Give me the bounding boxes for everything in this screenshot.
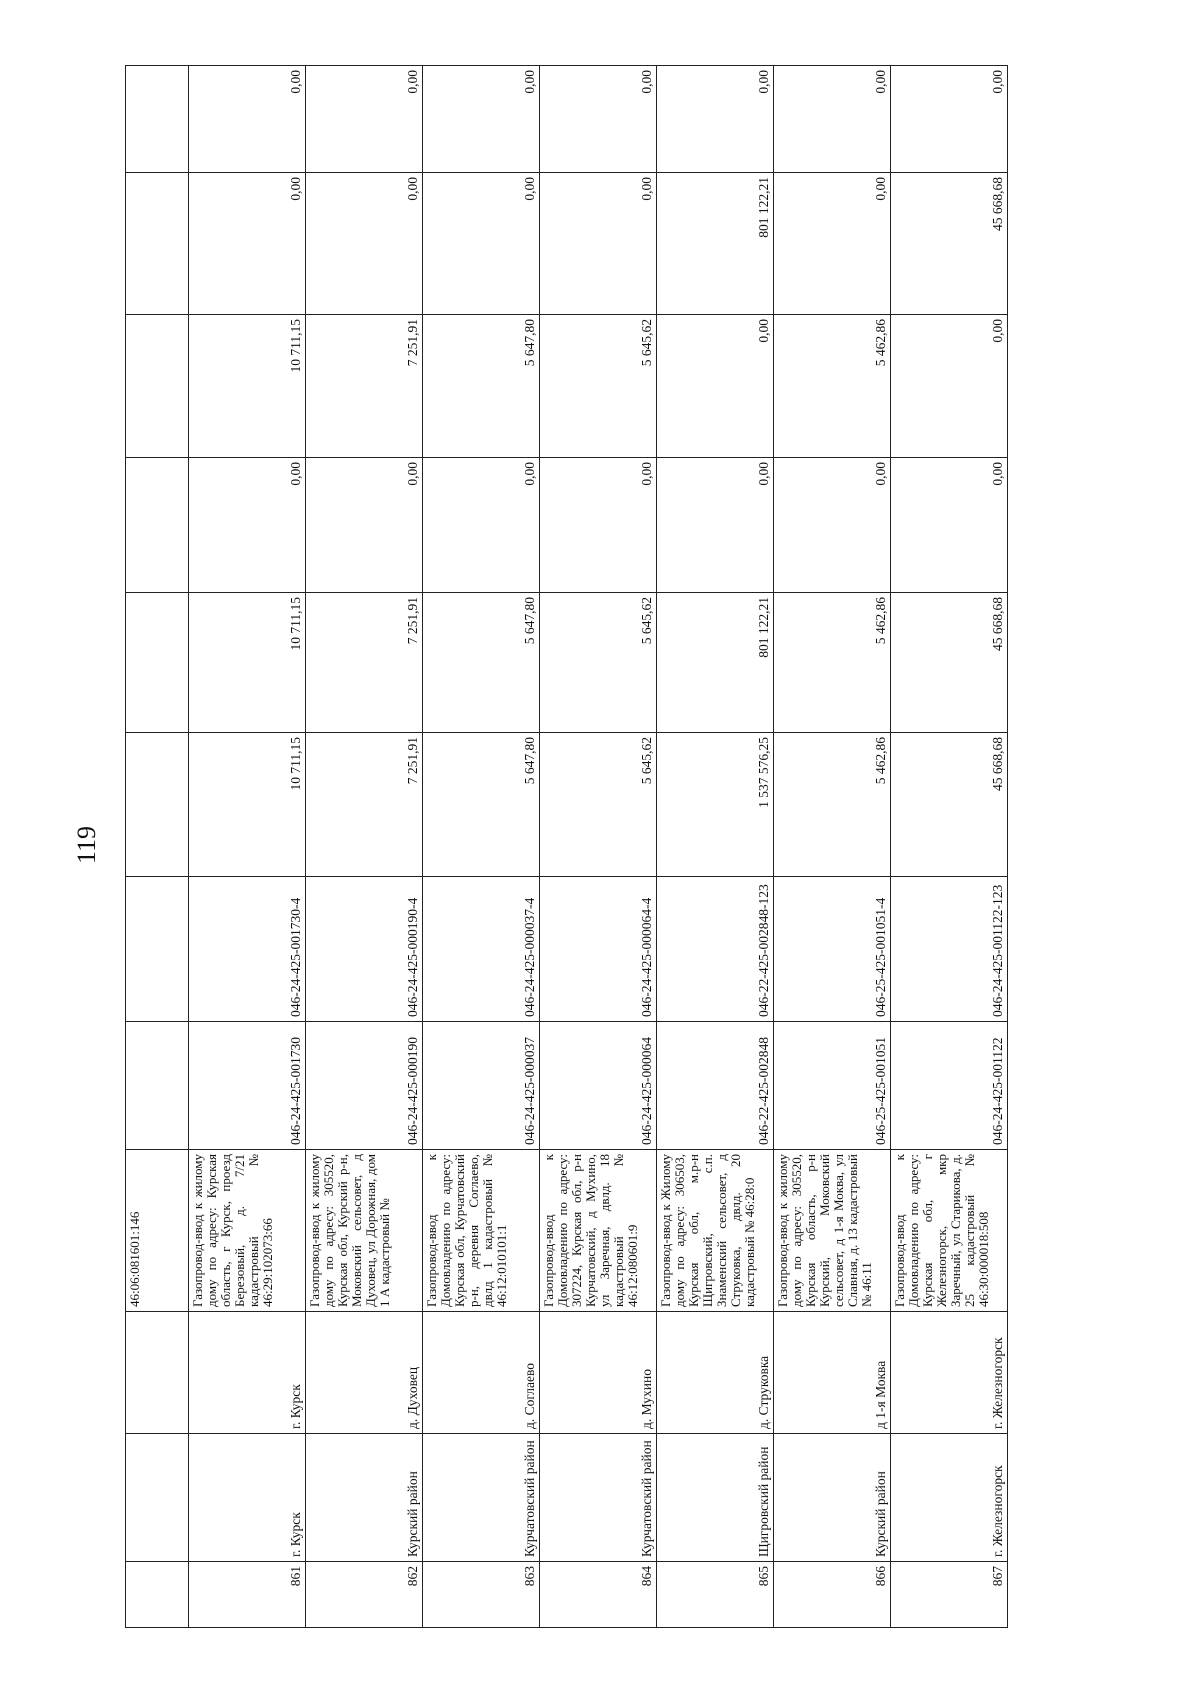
object-description: Газопровод-ввод к Домовладению по адресу: Курская обл, г Железногорск, мкр Заречный, ул Старикова, д. 25 кадастровый № 46:30:000018:508 [891,1150,1008,1312]
value-4: 10 711,15 [189,315,306,458]
value-1: 10 711,15 [189,733,306,877]
table-row [423,66,540,1628]
assets-table [125,65,1008,1628]
value-3: 0,00 [891,458,1008,593]
value-6: 0,00 [891,66,1008,173]
row-number: 862 [306,1562,423,1628]
value-2: 5 647,80 [423,593,540,733]
value-2: 5 645,62 [540,593,657,733]
object-description: Газопровод-ввод к жилому дому по адресу: 305520, Курская область, р-н Курский, Моковский сельсовет, д 1-я Моква, ул Славная, д. 13 кадастровый № 46:11 [774,1150,891,1312]
value-1: 1 537 576,25 [657,733,774,877]
value-5: 0,00 [189,173,306,315]
value-4: 0,00 [891,315,1008,458]
value-5: 0,00 [306,173,423,315]
inventory-code: 046-24-425-001122 [891,1022,1008,1150]
value-3: 0,00 [540,458,657,593]
value-5: 45 668,68 [891,173,1008,315]
district: Курчатовский район [423,1434,540,1562]
value-2: 7 251,91 [306,593,423,733]
object-description: Газопровод-ввод к Домовладению по адресу: 307224, Курская обл, р-н Курчатовский, д Мухино, ул Заречная, двлд. 18 кадастровый № 46:12:080601:9 [540,1150,657,1312]
object-code: 046-24-425-001122-123 [891,877,1008,1022]
object-code: 046-24-425-000190-4 [306,877,423,1022]
value-2: 10 711,15 [189,593,306,733]
value-6: 0,00 [657,66,774,173]
object-description: Газопровод-ввод к жилому дому по адресу: 305520, Курская обл, Курский р-н, Моковский сельсовет, д Духовец, ул Дорожная, дом 1 А кадастровый № [306,1150,423,1312]
inventory-code: 046-25-425-001051 [774,1022,891,1150]
value-3: 0,00 [774,458,891,593]
value-4: 0,00 [657,315,774,458]
value-1: 5 645,62 [540,733,657,877]
row-number: 863 [423,1562,540,1628]
value-1: 5 647,80 [423,733,540,877]
object-code: 046-24-425-001730-4 [189,877,306,1022]
row-number: 865 [657,1562,774,1628]
locality: д 1-я Моква [774,1312,891,1434]
district: г. Железногорск [891,1434,1008,1562]
row-number: 861 [189,1562,306,1628]
district: Курский район [306,1434,423,1562]
row-number: 866 [774,1562,891,1628]
object-code: 046-25-425-001051-4 [774,877,891,1022]
inventory-code: 046-24-425-000037 [423,1022,540,1150]
table-row [189,66,306,1628]
object-description: Газопровод-ввод к Домовладению по адресу: Курская обл, Курчатовский р-н, деревня Соглаево, двлд 1 кадастровый № 46:12:010101:1 [423,1150,540,1312]
object-code: 046-24-425-000064-4 [540,877,657,1022]
object-code: 046-24-425-000037-4 [423,877,540,1022]
value-6: 0,00 [189,66,306,173]
table-row [774,66,891,1628]
table-row [540,66,657,1628]
table-row [891,66,1008,1628]
locality: д. Духовец [306,1312,423,1434]
district: Курчатовский район [540,1434,657,1562]
inventory-code: 046-24-425-001730 [189,1022,306,1150]
value-2: 801 122,21 [657,593,774,733]
value-5: 801 122,21 [657,173,774,315]
page-number: 119 [72,825,101,865]
locality: г. Железногорск [891,1312,1008,1434]
value-2: 5 462,86 [774,593,891,733]
locality: д. Струковка [657,1312,774,1434]
value-4: 7 251,91 [306,315,423,458]
value-4: 5 462,86 [774,315,891,458]
value-2: 45 668,68 [891,593,1008,733]
value-5: 0,00 [423,173,540,315]
rotated-table-frame [125,66,1187,1628]
inventory-code: 046-24-425-000064 [540,1022,657,1150]
value-3: 0,00 [189,458,306,593]
object-description: Газопровод-ввод к жилому дому по адресу: Курская область, г Курск, проезд Березовый, д. 7/21 кадастровый № 46:29:102073:66 [189,1150,306,1312]
object-description: Газопровод-ввод к Жилому дому по адресу: 306503, Курская обл, м.р-н Щигровский, с.п. Знаменский сельсовет, д Струковка, двлд. 20 кадастровый № 46:28:0 [657,1150,774,1312]
value-1: 5 462,86 [774,733,891,877]
district: Курский район [774,1434,891,1562]
district: г. Курск [189,1434,306,1562]
district: Щигровский район [657,1434,774,1562]
table-row [306,66,423,1628]
previous-cadastral-number: 46:06:081601:146 [126,1150,189,1312]
value-6: 0,00 [774,66,891,173]
assets-table-sheet [125,66,1187,1628]
value-4: 5 647,80 [423,315,540,458]
value-6: 0,00 [423,66,540,173]
value-3: 0,00 [306,458,423,593]
locality: г. Курск [189,1312,306,1434]
value-3: 0,00 [657,458,774,593]
value-5: 0,00 [774,173,891,315]
table-row [657,66,774,1628]
inventory-code: 046-22-425-002848 [657,1022,774,1150]
row-number: 864 [540,1562,657,1628]
value-6: 0,00 [306,66,423,173]
row-number: 867 [891,1562,1008,1628]
value-5: 0,00 [540,173,657,315]
value-1: 45 668,68 [891,733,1008,877]
table-row-previous [126,66,189,1628]
locality: д. Соглаево [423,1312,540,1434]
value-6: 0,00 [540,66,657,173]
value-4: 5 645,62 [540,315,657,458]
value-1: 7 251,91 [306,733,423,877]
value-3: 0,00 [423,458,540,593]
inventory-code: 046-24-425-000190 [306,1022,423,1150]
object-code: 046-22-425-002848-123 [657,877,774,1022]
locality: д. Мухино [540,1312,657,1434]
